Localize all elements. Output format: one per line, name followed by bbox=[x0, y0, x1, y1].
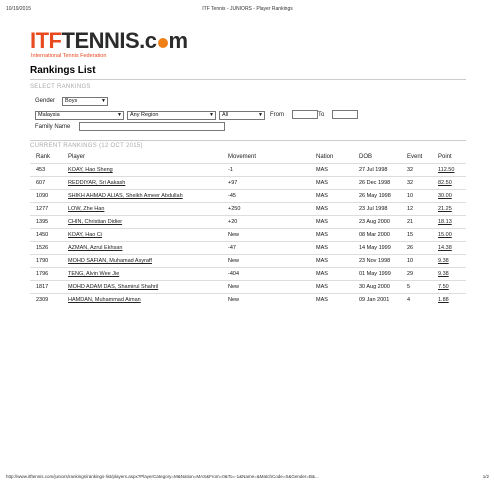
all-select[interactable] bbox=[219, 111, 265, 120]
nation-cell: MAS bbox=[316, 232, 328, 238]
from-input[interactable] bbox=[292, 110, 318, 119]
rank-cell: 1450 bbox=[36, 232, 49, 238]
header-divider bbox=[30, 79, 466, 80]
nation-select[interactable] bbox=[35, 111, 124, 120]
footer-url: http://www.itftennis.com/juniors/rankings/rankings-list/players.aspx?PlayerCategory=M&Nation=MAS&From=0&To=-1&Name=&MatchCode=S&Gender=B&... bbox=[6, 474, 319, 479]
rank-cell bbox=[30, 164, 62, 177]
tennis-ball-icon bbox=[158, 38, 168, 48]
dob-cell: 23 Aug 2000 bbox=[359, 219, 390, 225]
point-cell bbox=[432, 281, 466, 294]
player-link[interactable]: KOAY, Hao Ci bbox=[68, 232, 103, 238]
movement-cell bbox=[222, 203, 310, 216]
print-date: 10/19/2015 bbox=[6, 6, 32, 12]
event-cell bbox=[401, 229, 432, 242]
movement-cell: New bbox=[228, 297, 240, 303]
point-link[interactable]: 9.38 bbox=[438, 258, 449, 264]
chevron-down-icon: ▼ bbox=[117, 112, 122, 118]
event-cell bbox=[401, 203, 432, 216]
dob-cell bbox=[353, 268, 401, 281]
point-cell bbox=[432, 294, 466, 307]
rank-cell: 1395 bbox=[36, 219, 49, 225]
table-row bbox=[30, 177, 466, 190]
movement-cell bbox=[222, 177, 310, 190]
point-link[interactable]: 112.50 bbox=[438, 167, 455, 173]
table-row bbox=[30, 190, 466, 203]
table-row bbox=[30, 164, 466, 177]
nation-cell: MAS bbox=[316, 297, 328, 303]
nation-cell bbox=[310, 255, 353, 268]
movement-cell bbox=[222, 294, 310, 307]
movement-cell: +250 bbox=[228, 206, 241, 212]
movement-cell: New bbox=[228, 258, 240, 264]
dob-cell: 09 Jan 2001 bbox=[359, 297, 390, 303]
rank-cell: 1526 bbox=[36, 245, 49, 251]
rank-cell: 1277 bbox=[36, 206, 49, 212]
nation-cell bbox=[310, 294, 353, 307]
logo-tagline: International Tennis Federation bbox=[31, 53, 107, 59]
nation-cell: MAS bbox=[316, 193, 328, 199]
dob-cell bbox=[353, 242, 401, 255]
dob-cell: 26 Dec 1998 bbox=[359, 180, 391, 186]
table-row bbox=[30, 242, 466, 255]
event-cell: 15 bbox=[407, 232, 414, 238]
print-header bbox=[6, 6, 489, 16]
rank-cell bbox=[30, 255, 62, 268]
movement-cell bbox=[222, 268, 310, 281]
event-cell: 21 bbox=[407, 219, 414, 225]
nation-cell: MAS bbox=[316, 271, 328, 277]
event-cell: 32 bbox=[407, 167, 414, 173]
rank-cell bbox=[30, 203, 62, 216]
event-cell: 29 bbox=[407, 271, 414, 277]
movement-cell: -1 bbox=[228, 167, 233, 173]
movement-cell: -45 bbox=[228, 193, 236, 199]
rank-cell bbox=[30, 229, 62, 242]
logo-wordmark bbox=[30, 30, 188, 52]
player-cell bbox=[62, 164, 222, 177]
dob-cell: 27 Jul 1998 bbox=[359, 167, 388, 173]
event-cell bbox=[401, 216, 432, 229]
event-cell: 32 bbox=[407, 180, 414, 186]
family-name-label: Family Name bbox=[35, 124, 71, 130]
event-cell bbox=[401, 190, 432, 203]
player-link[interactable]: TENG, Alvin Wee Jie bbox=[68, 271, 120, 277]
player-cell bbox=[62, 268, 222, 281]
current-rankings-title: CURRENT RANKINGS (12 OCT 2015) bbox=[30, 143, 143, 149]
nation-cell bbox=[310, 216, 353, 229]
point-link[interactable]: 7.50 bbox=[438, 284, 449, 290]
table-row bbox=[30, 203, 466, 216]
nation-cell bbox=[310, 242, 353, 255]
page-title: Rankings List bbox=[30, 65, 96, 76]
movement-cell: New bbox=[228, 284, 240, 290]
movement-cell bbox=[222, 255, 310, 268]
dob-cell: 30 Aug 2000 bbox=[359, 284, 390, 290]
dob-cell bbox=[353, 255, 401, 268]
point-cell bbox=[432, 255, 466, 268]
player-link[interactable]: MOHD SAFIAN, Muhamad Asyraff bbox=[68, 258, 152, 264]
rank-cell bbox=[30, 177, 62, 190]
chevron-down-icon: ▼ bbox=[209, 112, 214, 118]
gender-select[interactable] bbox=[62, 97, 108, 106]
nation-cell: MAS bbox=[316, 206, 328, 212]
player-link[interactable]: MOHD ADAM DAS, Shamirul Shahril bbox=[68, 284, 159, 290]
family-name-input[interactable] bbox=[79, 122, 225, 131]
rank-cell: 1796 bbox=[36, 271, 49, 277]
event-cell: 10 bbox=[407, 193, 414, 199]
movement-cell bbox=[222, 242, 310, 255]
player-link[interactable]: AZMAN, Azrul Ekhsan bbox=[68, 245, 123, 251]
event-cell bbox=[401, 177, 432, 190]
point-link[interactable]: 21.25 bbox=[438, 206, 452, 212]
event-cell bbox=[401, 164, 432, 177]
dob-cell bbox=[353, 203, 401, 216]
nation-cell: MAS bbox=[316, 180, 328, 186]
point-cell bbox=[432, 164, 466, 177]
dob-cell: 08 Mar 2000 bbox=[359, 232, 390, 238]
dob-cell: 23 Nov 1998 bbox=[359, 258, 391, 264]
dob-cell bbox=[353, 190, 401, 203]
table-row bbox=[30, 281, 466, 294]
table-header-row bbox=[30, 154, 466, 164]
movement-cell bbox=[222, 281, 310, 294]
dob-cell bbox=[353, 164, 401, 177]
movement-cell: New bbox=[228, 232, 240, 238]
point-link[interactable]: 82.50 bbox=[438, 180, 452, 186]
point-link[interactable]: 14.38 bbox=[438, 245, 452, 251]
rank-cell: 453 bbox=[36, 167, 46, 173]
rankings-table bbox=[30, 154, 466, 306]
nation-cell bbox=[310, 229, 353, 242]
player-link[interactable]: KOAY, Hao Sheng bbox=[68, 167, 113, 173]
table-row bbox=[30, 229, 466, 242]
dob-cell: 14 May 1999 bbox=[359, 245, 391, 251]
region-select-value: Any Region bbox=[130, 112, 159, 118]
col-player: Player bbox=[68, 154, 86, 160]
player-cell bbox=[62, 294, 222, 307]
dob-cell bbox=[353, 281, 401, 294]
col-dob: DOB bbox=[359, 154, 373, 160]
point-link[interactable]: 18.13 bbox=[438, 219, 452, 225]
event-cell: 12 bbox=[407, 206, 414, 212]
player-cell bbox=[62, 216, 222, 229]
dob-cell: 23 Jul 1998 bbox=[359, 206, 388, 212]
movement-cell bbox=[222, 190, 310, 203]
movement-cell: -404 bbox=[228, 271, 240, 277]
dob-cell bbox=[353, 229, 401, 242]
point-cell bbox=[432, 216, 466, 229]
dob-cell bbox=[353, 216, 401, 229]
point-cell bbox=[432, 203, 466, 216]
player-link[interactable]: LOW, Zhe Han bbox=[68, 206, 105, 212]
player-cell bbox=[62, 229, 222, 242]
to-input[interactable] bbox=[332, 110, 358, 119]
movement-cell: -47 bbox=[228, 245, 236, 251]
event-cell bbox=[401, 242, 432, 255]
point-cell bbox=[432, 242, 466, 255]
region-select[interactable] bbox=[127, 111, 216, 120]
col-point: Point bbox=[438, 154, 452, 160]
nation-cell: MAS bbox=[316, 245, 328, 251]
col-event: Event bbox=[407, 154, 423, 160]
print-page-title: ITF Tennis - JUNIORS - Player Rankings bbox=[202, 6, 293, 12]
rank-cell: 1790 bbox=[36, 258, 49, 264]
player-link[interactable]: SHIKH AHMAD ALIAS, Sheikh Ameer Abdullah bbox=[68, 193, 183, 199]
player-cell bbox=[62, 190, 222, 203]
event-cell: 10 bbox=[407, 258, 414, 264]
event-cell: 4 bbox=[407, 297, 411, 303]
point-cell bbox=[432, 229, 466, 242]
event-cell: 26 bbox=[407, 245, 414, 251]
chevron-down-icon: ▼ bbox=[101, 98, 106, 104]
point-link[interactable]: 9.38 bbox=[438, 271, 449, 277]
nation-cell bbox=[310, 268, 353, 281]
rank-cell bbox=[30, 190, 62, 203]
movement-cell bbox=[222, 216, 310, 229]
gender-select-value: Boys bbox=[65, 98, 78, 104]
nation-cell bbox=[310, 203, 353, 216]
nation-select-value: Malaysia bbox=[38, 112, 60, 118]
nation-cell bbox=[310, 281, 353, 294]
col-nation: Nation bbox=[316, 154, 334, 160]
event-cell bbox=[401, 281, 432, 294]
movement-cell: +97 bbox=[228, 180, 238, 186]
point-cell bbox=[432, 177, 466, 190]
event-cell bbox=[401, 294, 432, 307]
table-row bbox=[30, 255, 466, 268]
rank-cell: 2309 bbox=[36, 297, 49, 303]
point-cell bbox=[432, 190, 466, 203]
movement-cell bbox=[222, 229, 310, 242]
col-rank: Rank bbox=[36, 154, 51, 160]
event-cell bbox=[401, 268, 432, 281]
point-link[interactable]: 1.88 bbox=[438, 297, 449, 303]
nation-cell: MAS bbox=[316, 258, 328, 264]
select-rankings-title: SELECT RANKINGS bbox=[30, 84, 91, 90]
point-link[interactable]: 15.00 bbox=[438, 232, 452, 238]
point-link[interactable]: 30.00 bbox=[438, 193, 452, 199]
rank-cell bbox=[30, 294, 62, 307]
table-row bbox=[30, 268, 466, 281]
player-link[interactable]: CHIN, Christian Didier bbox=[68, 219, 123, 225]
player-link[interactable]: REDDIYAR, Sri Aakash bbox=[68, 180, 126, 186]
event-cell bbox=[401, 255, 432, 268]
rank-cell bbox=[30, 242, 62, 255]
nation-cell bbox=[310, 164, 353, 177]
chevron-down-icon: ▼ bbox=[258, 112, 263, 118]
nation-cell bbox=[310, 190, 353, 203]
nation-cell: MAS bbox=[316, 167, 328, 173]
print-footer bbox=[6, 474, 489, 479]
movement-cell: +20 bbox=[228, 219, 238, 225]
gender-label: Gender bbox=[35, 98, 56, 104]
rank-cell bbox=[30, 268, 62, 281]
logo-tennis: TENNIS.c bbox=[61, 28, 157, 53]
nation-cell: MAS bbox=[316, 219, 328, 225]
dob-cell bbox=[353, 294, 401, 307]
point-cell bbox=[432, 268, 466, 281]
rank-cell: 1090 bbox=[36, 193, 49, 199]
table-row bbox=[30, 216, 466, 229]
logo-com-tail: m bbox=[168, 28, 188, 53]
nation-cell: MAS bbox=[316, 284, 328, 290]
rankings-divider bbox=[30, 140, 466, 141]
nation-cell bbox=[310, 177, 353, 190]
rank-cell: 607 bbox=[36, 180, 46, 186]
from-label: From bbox=[270, 112, 284, 118]
all-select-value: All bbox=[222, 112, 229, 118]
logo-itf: ITF bbox=[30, 28, 62, 53]
rank-cell bbox=[30, 281, 62, 294]
player-cell bbox=[62, 255, 222, 268]
player-link[interactable]: HAMDAN, Muhammad Aiman bbox=[68, 297, 141, 303]
dob-cell: 26 May 1998 bbox=[359, 193, 391, 199]
dob-cell bbox=[353, 177, 401, 190]
event-cell: 5 bbox=[407, 284, 411, 290]
movement-cell bbox=[222, 164, 310, 177]
player-cell bbox=[62, 203, 222, 216]
player-cell bbox=[62, 242, 222, 255]
table-row bbox=[30, 294, 466, 307]
rank-cell bbox=[30, 216, 62, 229]
rank-cell: 1817 bbox=[36, 284, 49, 290]
to-label: To bbox=[318, 112, 325, 118]
itf-tennis-logo[interactable] bbox=[30, 30, 188, 59]
col-movement: Movement bbox=[228, 154, 257, 160]
dob-cell: 01 May 1999 bbox=[359, 271, 391, 277]
player-cell bbox=[62, 281, 222, 294]
footer-page-number: 1/2 bbox=[482, 474, 489, 479]
player-cell bbox=[62, 177, 222, 190]
